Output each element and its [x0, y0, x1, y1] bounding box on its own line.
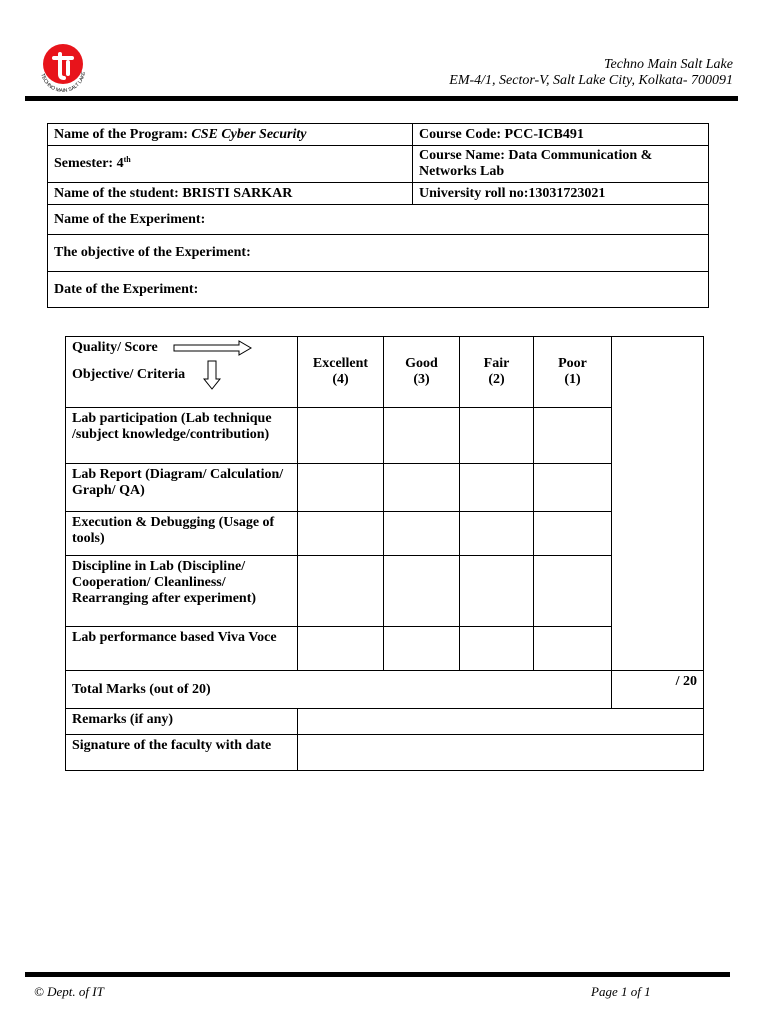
signature-field[interactable] [298, 735, 704, 771]
footer-rule [25, 972, 730, 977]
criterion-discipline: Discipline in Lab (Discipline/ Cooperation/ Cleanliness/ Rearranging after experiment) [66, 556, 298, 627]
semester-cell: Semester: 4th [48, 146, 413, 183]
score-cell[interactable] [298, 512, 384, 556]
footer-page-number: Page 1 of 1 [591, 984, 651, 999]
score-cell[interactable] [460, 512, 534, 556]
objective-cell: The objective of the Experiment: [48, 235, 709, 272]
score-cell[interactable] [298, 556, 384, 627]
program-value: CSE Cyber Security [191, 126, 307, 142]
course-name-cell: Course Name: Data Communication & Networks Lab [413, 146, 709, 183]
score-cell[interactable] [384, 408, 460, 464]
score-poor: Poor (1) [534, 337, 612, 408]
signature-label: Signature of the faculty with date [66, 735, 298, 771]
score-cell[interactable] [384, 512, 460, 556]
score-fair: Fair (2) [460, 337, 534, 408]
objective-criteria-label: Objective/ Criteria [72, 367, 186, 383]
score-cell[interactable] [534, 464, 612, 512]
roll-number-cell: University roll no:13031723021 [413, 183, 709, 205]
institute-address: EM-4/1, Sector-V, Salt Lake City, Kolkata- 700091 [449, 73, 733, 88]
score-cell[interactable] [384, 464, 460, 512]
student-name-cell: Name of the student: BRISTI SARKAR [48, 183, 413, 205]
score-cell[interactable] [460, 464, 534, 512]
rubric-table [65, 336, 704, 771]
score-cell[interactable] [460, 627, 534, 671]
remarks-field[interactable] [298, 709, 704, 735]
institute-name: Techno Main Salt Lake [604, 57, 733, 72]
score-good: Good (3) [384, 337, 460, 408]
logo-text: TECHNO MAIN SALT LAKE [39, 71, 87, 95]
total-marks-label: Total Marks (out of 20) [66, 671, 612, 709]
quality-score-label: Quality/ Score [72, 340, 158, 356]
score-cell[interactable] [384, 556, 460, 627]
score-cell[interactable] [298, 408, 384, 464]
score-excellent: Excellent (4) [298, 337, 384, 408]
score-cell[interactable] [460, 408, 534, 464]
score-cell[interactable] [298, 464, 384, 512]
total-marks-value[interactable]: / 20 [612, 671, 704, 709]
score-cell[interactable] [460, 556, 534, 627]
score-cell[interactable] [384, 627, 460, 671]
header-rule [25, 96, 738, 101]
institute-logo [35, 40, 91, 96]
total-column-cell [612, 337, 704, 671]
score-cell[interactable] [534, 556, 612, 627]
criterion-lab-report: Lab Report (Diagram/ Calculation/ Graph/ QA) [66, 464, 298, 512]
arrow-down-icon [203, 360, 221, 390]
remarks-label: Remarks (if any) [66, 709, 298, 735]
criterion-viva-voce: Lab performance based Viva Voce [66, 627, 298, 671]
arrow-right-icon [173, 340, 253, 356]
score-cell[interactable] [534, 408, 612, 464]
experiment-date-cell: Date of the Experiment: [48, 272, 709, 308]
course-code-cell: Course Code: PCC-ICB491 [413, 124, 709, 146]
program-cell: Name of the Program: CSE Cyber Security [48, 124, 413, 146]
rubric-header-cell [66, 337, 298, 408]
footer-department: © Dept. of IT [34, 984, 104, 999]
criterion-execution-debugging: Execution & Debugging (Usage of tools) [66, 512, 298, 556]
score-cell[interactable] [534, 627, 612, 671]
criterion-lab-participation: Lab participation (Lab technique /subject knowledge/contribution) [66, 408, 298, 464]
score-cell[interactable] [534, 512, 612, 556]
student-info-table [47, 123, 709, 308]
experiment-name-cell: Name of the Experiment: [48, 205, 709, 235]
score-cell[interactable] [298, 627, 384, 671]
